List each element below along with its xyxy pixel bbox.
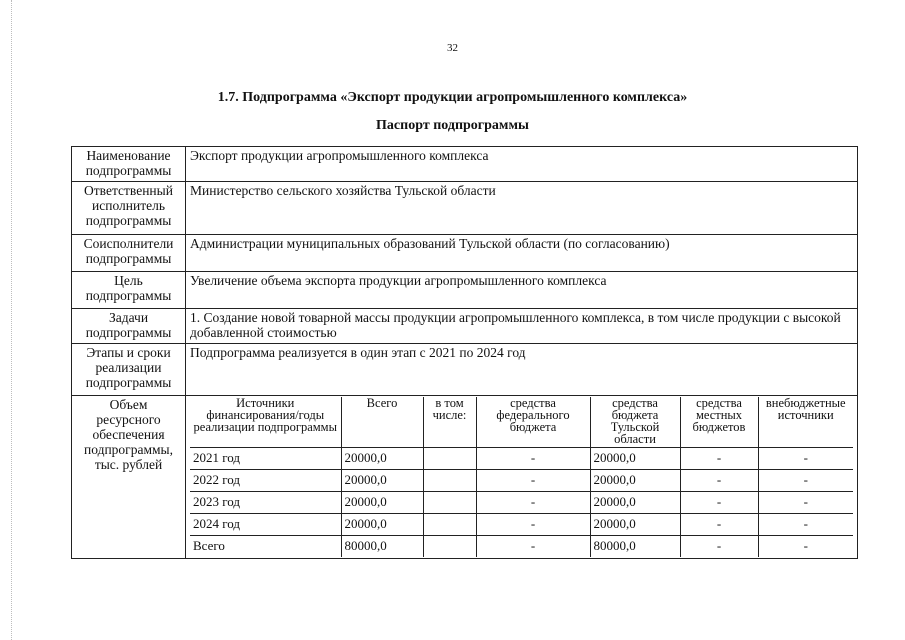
row-responsible xyxy=(72,182,858,235)
row-tasks xyxy=(72,309,858,344)
row-value: Экспорт продукции агропромышленного комплекса xyxy=(186,147,858,182)
finance-federal: - xyxy=(476,536,590,558)
finance-incl xyxy=(423,514,476,536)
row-value: 1. Создание новой товарной массы продукции агропромышленного комплекса, в том числе продукции с высокой добавленной стоимостью xyxy=(186,309,858,344)
finance-local: - xyxy=(680,470,758,492)
row-value: Министерство сельского хозяйства Тульской области xyxy=(186,182,858,235)
finance-total: 20000,0 xyxy=(341,514,423,536)
finance-cell xyxy=(186,396,858,559)
row-stages xyxy=(72,344,858,396)
finance-row xyxy=(190,470,853,492)
finance-header-row xyxy=(190,397,853,448)
passport-table xyxy=(71,146,858,559)
finance-year: 2022 год xyxy=(190,470,341,492)
finance-header: внебюджетные источники xyxy=(758,397,853,448)
row-label: Задачи подпрограммы xyxy=(72,309,186,344)
row-coexecutors xyxy=(72,235,858,272)
finance-offbudget: - xyxy=(758,492,853,514)
finance-federal: - xyxy=(476,448,590,470)
row-name xyxy=(72,147,858,182)
row-value: Увеличение объема экспорта продукции агропромышленного комплекса xyxy=(186,272,858,309)
section-title: 1.7. Подпрограмма «Экспорт продукции агропромышленного комплекса» xyxy=(217,90,688,105)
row-label: Наименование подпрограммы xyxy=(72,147,186,182)
row-label: Соисполнители подпрограммы xyxy=(72,235,186,272)
finance-regional: 20000,0 xyxy=(590,470,680,492)
finance-total-row xyxy=(190,536,853,558)
finance-regional: 20000,0 xyxy=(590,492,680,514)
finance-header: Источники финансирования/годы реализации подпрограммы xyxy=(190,397,341,448)
finance-federal: - xyxy=(476,492,590,514)
finance-year: 2023 год xyxy=(190,492,341,514)
finance-offbudget: - xyxy=(758,514,853,536)
finance-regional: 20000,0 xyxy=(590,514,680,536)
finance-federal: - xyxy=(476,470,590,492)
row-label: Цель подпрограммы xyxy=(72,272,186,309)
passport-heading: Паспорт подпрограммы xyxy=(376,118,529,133)
finance-incl xyxy=(423,470,476,492)
finance-regional: 20000,0 xyxy=(590,448,680,470)
finance-total: 80000,0 xyxy=(341,536,423,558)
finance-federal: - xyxy=(476,514,590,536)
finance-offbudget: - xyxy=(758,536,853,558)
finance-header: в том числе: xyxy=(423,397,476,448)
row-value: Администрации муниципальных образований Тульской области (по согласованию) xyxy=(186,235,858,272)
row-label: Объем ресурсного обеспечения подпрограммы, тыс. рублей xyxy=(72,396,186,559)
finance-local: - xyxy=(680,448,758,470)
finance-total: 20000,0 xyxy=(341,492,423,514)
finance-offbudget: - xyxy=(758,470,853,492)
finance-offbudget: - xyxy=(758,448,853,470)
finance-total: 20000,0 xyxy=(341,448,423,470)
page-number: 32 xyxy=(447,42,458,54)
finance-year: 2024 год xyxy=(190,514,341,536)
row-label: Ответственный исполнитель подпрограммы xyxy=(72,182,186,235)
finance-header: Всего xyxy=(341,397,423,448)
finance-row xyxy=(190,514,853,536)
finance-year: 2021 год xyxy=(190,448,341,470)
finance-year: Всего xyxy=(190,536,341,558)
finance-row xyxy=(190,492,853,514)
finance-local: - xyxy=(680,536,758,558)
finance-local: - xyxy=(680,492,758,514)
finance-regional: 80000,0 xyxy=(590,536,680,558)
finance-header: средства бюджета Тульской области xyxy=(590,397,680,448)
row-goal xyxy=(72,272,858,309)
finance-header: средства местных бюджетов xyxy=(680,397,758,448)
finance-incl xyxy=(423,536,476,558)
row-value: Подпрограмма реализуется в один этап с 2021 по 2024 год xyxy=(186,344,858,396)
finance-incl xyxy=(423,448,476,470)
finance-row xyxy=(190,448,853,470)
finance-total: 20000,0 xyxy=(341,470,423,492)
finance-header: средства федерального бюджета xyxy=(476,397,590,448)
row-finance xyxy=(72,396,858,559)
finance-local: - xyxy=(680,514,758,536)
finance-incl xyxy=(423,492,476,514)
finance-table xyxy=(190,397,853,557)
row-label: Этапы и сроки реализации подпрограммы xyxy=(72,344,186,396)
